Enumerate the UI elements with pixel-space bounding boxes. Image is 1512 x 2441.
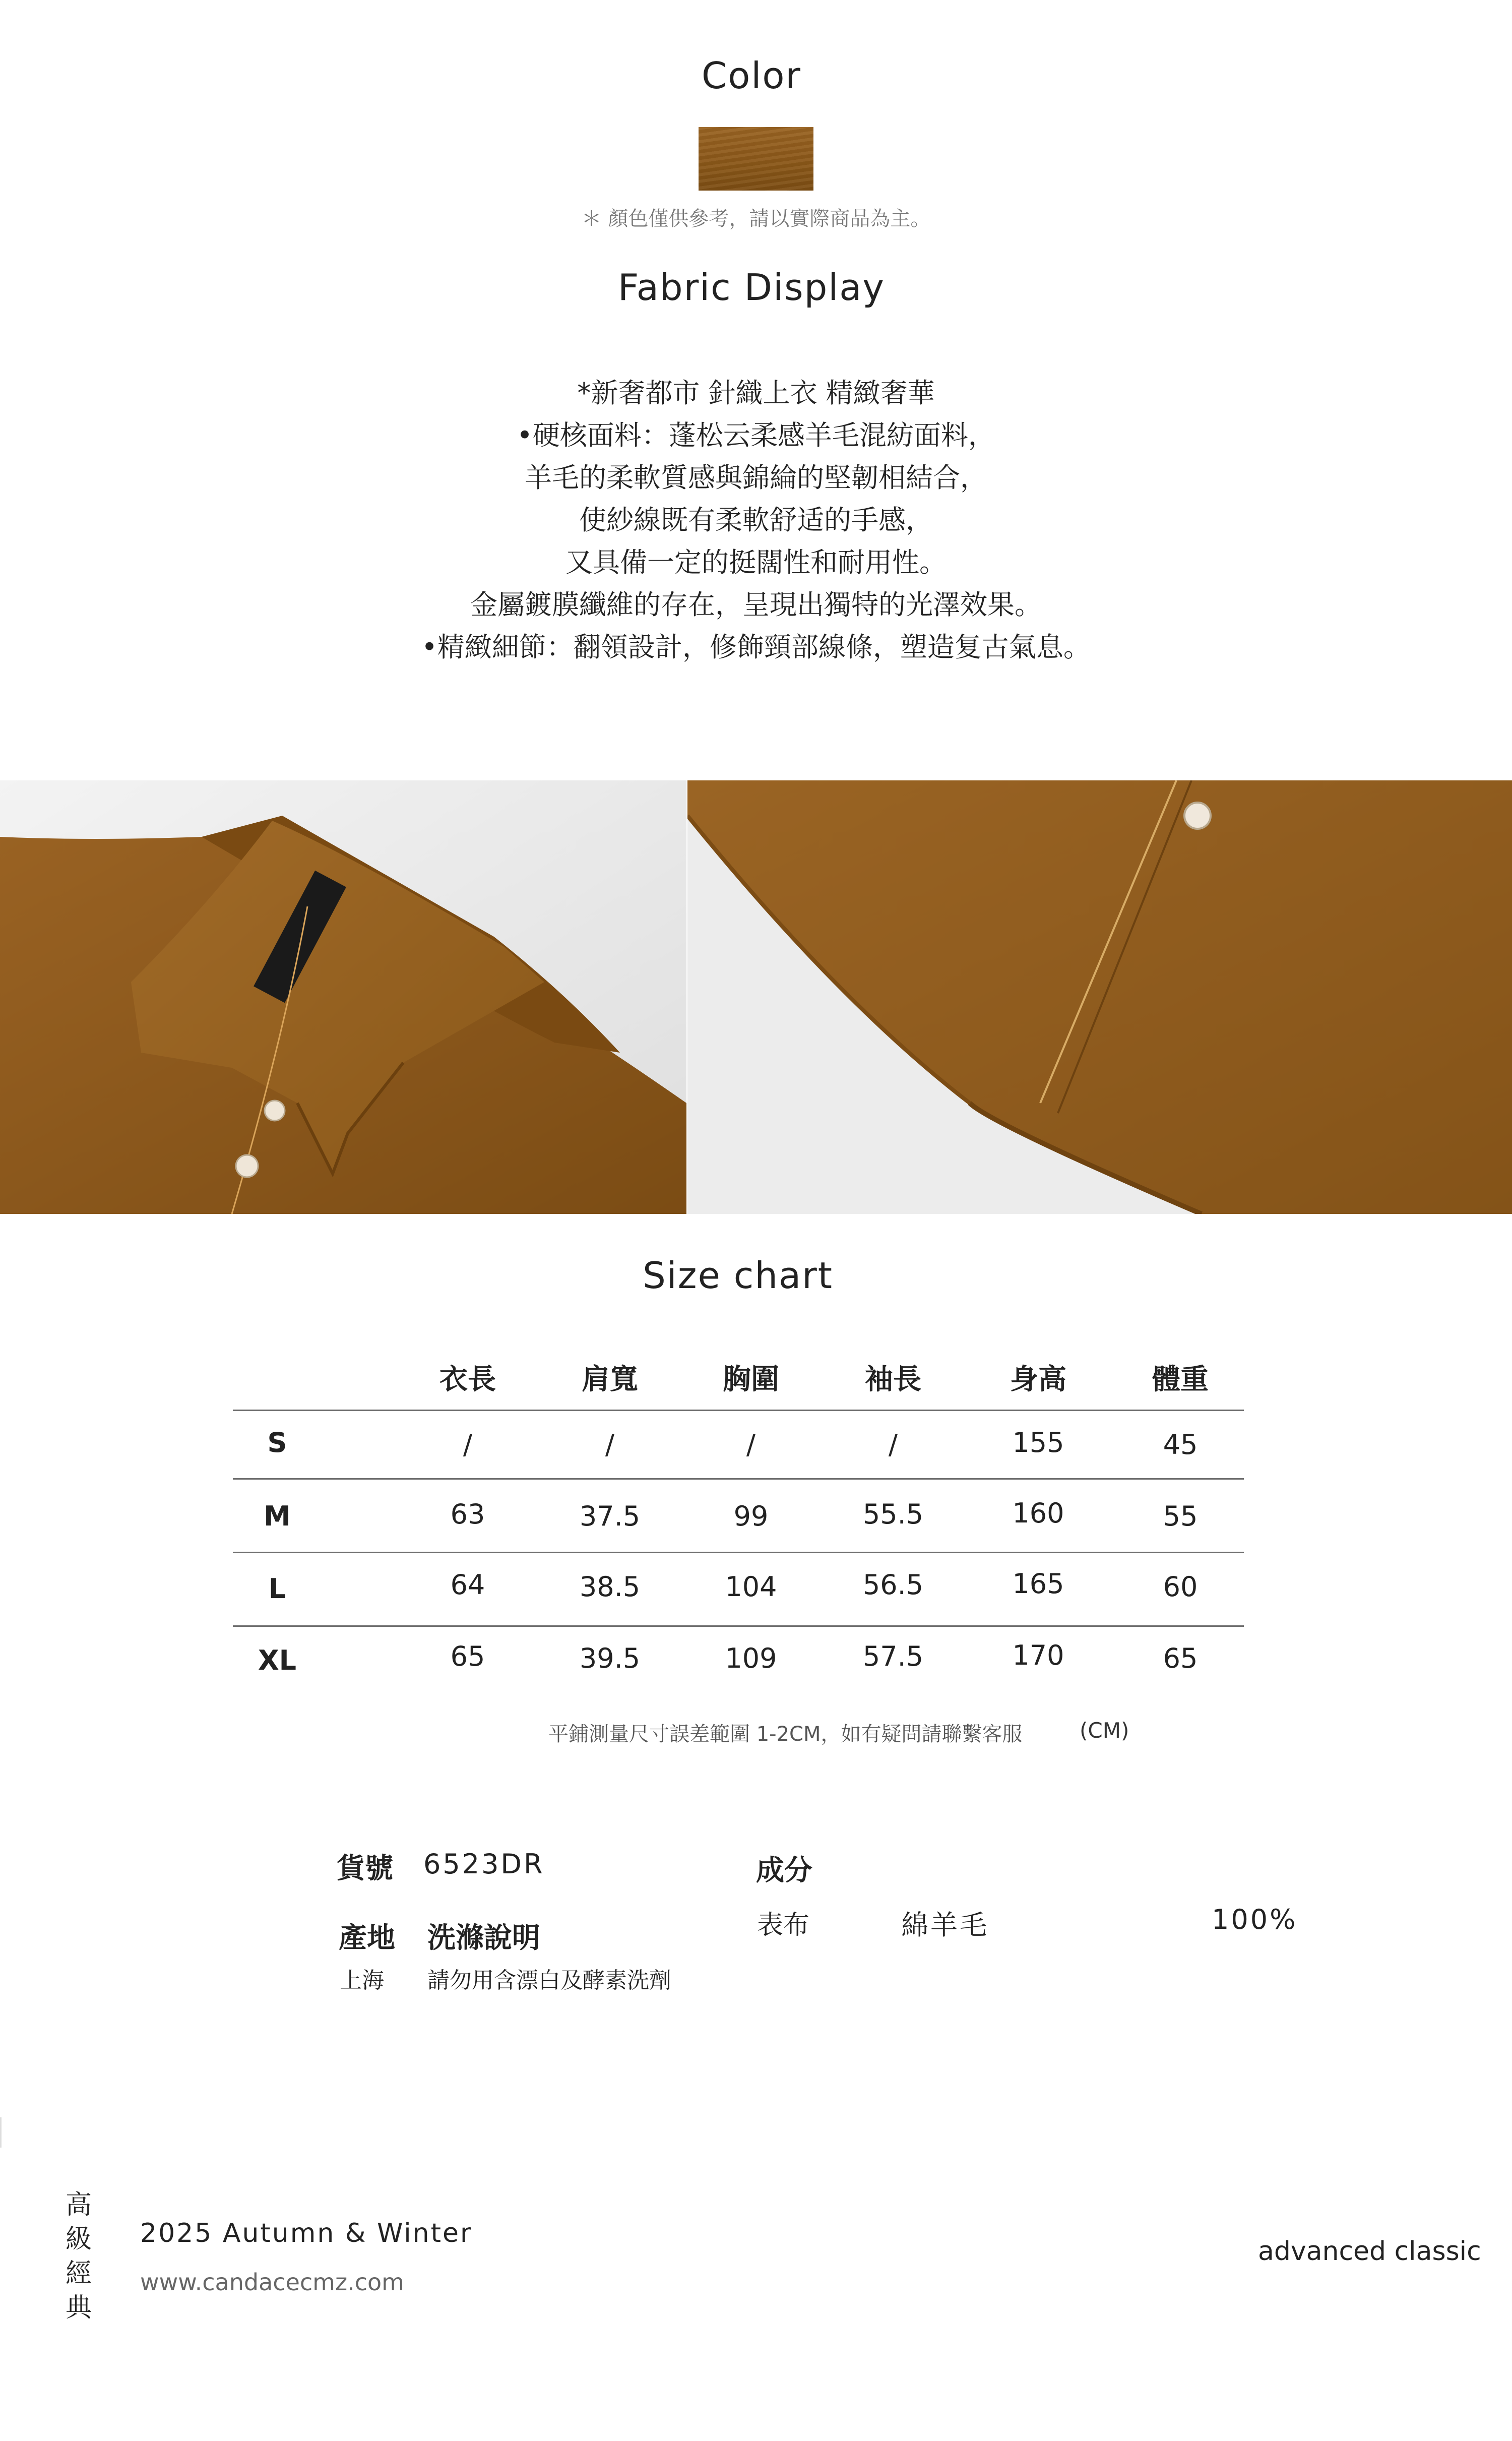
col-header-height: 身高 (1010, 1363, 1066, 1396)
desc-line: •精緻細節：翻領設計，修飾頸部線條，塑造复古氣息。 (421, 631, 1091, 663)
table-cell: 60 (1163, 1571, 1198, 1603)
table-cell: 165 (1012, 1568, 1064, 1600)
table-cell: 39.5 (579, 1642, 641, 1674)
col-header-weight: 體重 (1152, 1363, 1209, 1396)
table-cell: / (746, 1429, 756, 1460)
table-cell: 57.5 (862, 1640, 924, 1672)
table-cell: 63 (450, 1498, 485, 1530)
percent-value: 100% (1212, 1904, 1298, 1935)
table-cell: 65 (1163, 1642, 1198, 1674)
col-header-shoulder: 肩寬 (582, 1363, 638, 1396)
col-header-chest: 胸圍 (723, 1363, 779, 1396)
desc-line: 使紗線既有柔軟舒适的手感， (579, 504, 933, 536)
season-text: 2025 Autumn & Winter (140, 2218, 473, 2248)
table-cell: / (888, 1429, 898, 1460)
desc-line: 又具備一定的挺闊性和耐用性。 (565, 546, 947, 578)
table-cell: 160 (1012, 1497, 1064, 1529)
table-divider (233, 1625, 1244, 1627)
color-swatch (699, 127, 813, 191)
color-note: ＊ 顏色僅供參考，請以實際商品為主。 (581, 207, 931, 230)
table-divider (233, 1552, 1244, 1553)
size-chart-title: Size chart (643, 1254, 833, 1297)
size-label-xl: XL (258, 1644, 297, 1676)
col-header-sleeve: 袖長 (865, 1363, 921, 1396)
size-note: 平鋪測量尺寸誤差範圍 1-2CM，如有疑問請聯繫客服 (548, 1723, 1023, 1746)
vertical-char: 經 (65, 2259, 92, 2289)
vertical-tag (64, 2188, 94, 2325)
table-cell: 56.5 (862, 1569, 924, 1601)
col-header-length: 衣長 (439, 1363, 496, 1396)
table-cell: 45 (1163, 1429, 1198, 1460)
collar-illustration (0, 780, 686, 1214)
edge-mark (0, 2117, 2, 2148)
fabric-title: Fabric Display (617, 266, 886, 309)
table-cell: 38.5 (579, 1571, 641, 1603)
table-cell: 55.5 (862, 1498, 924, 1530)
table-cell: / (605, 1429, 615, 1460)
table-cell: 170 (1012, 1639, 1064, 1671)
table-cell: / (463, 1429, 473, 1460)
size-label-l: L (268, 1573, 286, 1605)
composition-label: 成分 (756, 1854, 812, 1887)
table-cell: 155 (1012, 1427, 1064, 1458)
desc-line: 金屬鍍膜纖維的存在，呈現出獨特的光澤效果。 (470, 589, 1042, 621)
size-label-s: S (267, 1427, 287, 1458)
material-value: 綿羊毛 (901, 1909, 989, 1941)
table-cell: 65 (450, 1640, 485, 1672)
vertical-char: 級 (65, 2224, 92, 2254)
hem-illustration (687, 780, 1512, 1214)
vertical-char: 高 (65, 2190, 92, 2220)
color-title: Color (702, 54, 801, 97)
origin-label: 產地 (339, 1922, 395, 1955)
collar-detail-photo (0, 780, 686, 1214)
table-cell: 55 (1163, 1500, 1198, 1532)
desc-line: •硬核面料：蓬松云柔感羊毛混紡面料， (517, 419, 995, 451)
fabric-label: 表布 (757, 1910, 810, 1940)
table-cell: 109 (725, 1642, 777, 1674)
table-cell: 104 (725, 1571, 777, 1603)
website-link[interactable]: www.candacecmz.com (140, 2269, 404, 2296)
fabric-description (0, 372, 1512, 668)
hem-detail-photo (687, 780, 1512, 1214)
table-cell: 99 (733, 1500, 769, 1532)
origin-value: 上海 (340, 1968, 384, 1993)
table-divider (233, 1478, 1244, 1480)
tagline: advanced classic (1258, 2236, 1481, 2267)
sku-label: 貨號 (337, 1852, 393, 1885)
wash-value: 請勿用含漂白及酵素洗劑 (427, 1968, 671, 1993)
size-label-m: M (264, 1500, 291, 1532)
table-divider (233, 1410, 1244, 1411)
table-cell: 37.5 (579, 1500, 641, 1532)
sku-value: 6523DR (423, 1848, 545, 1880)
table-cell: 64 (450, 1569, 485, 1601)
desc-line: 羊毛的柔軟質感與錦綸的堅韌相結合， (525, 462, 987, 494)
wash-label: 洗滌說明 (427, 1922, 540, 1955)
desc-line: *新奢都市 針織上衣 精緻奢華 (577, 377, 935, 409)
vertical-char: 典 (65, 2293, 92, 2323)
size-unit: (CM) (1080, 1718, 1129, 1743)
